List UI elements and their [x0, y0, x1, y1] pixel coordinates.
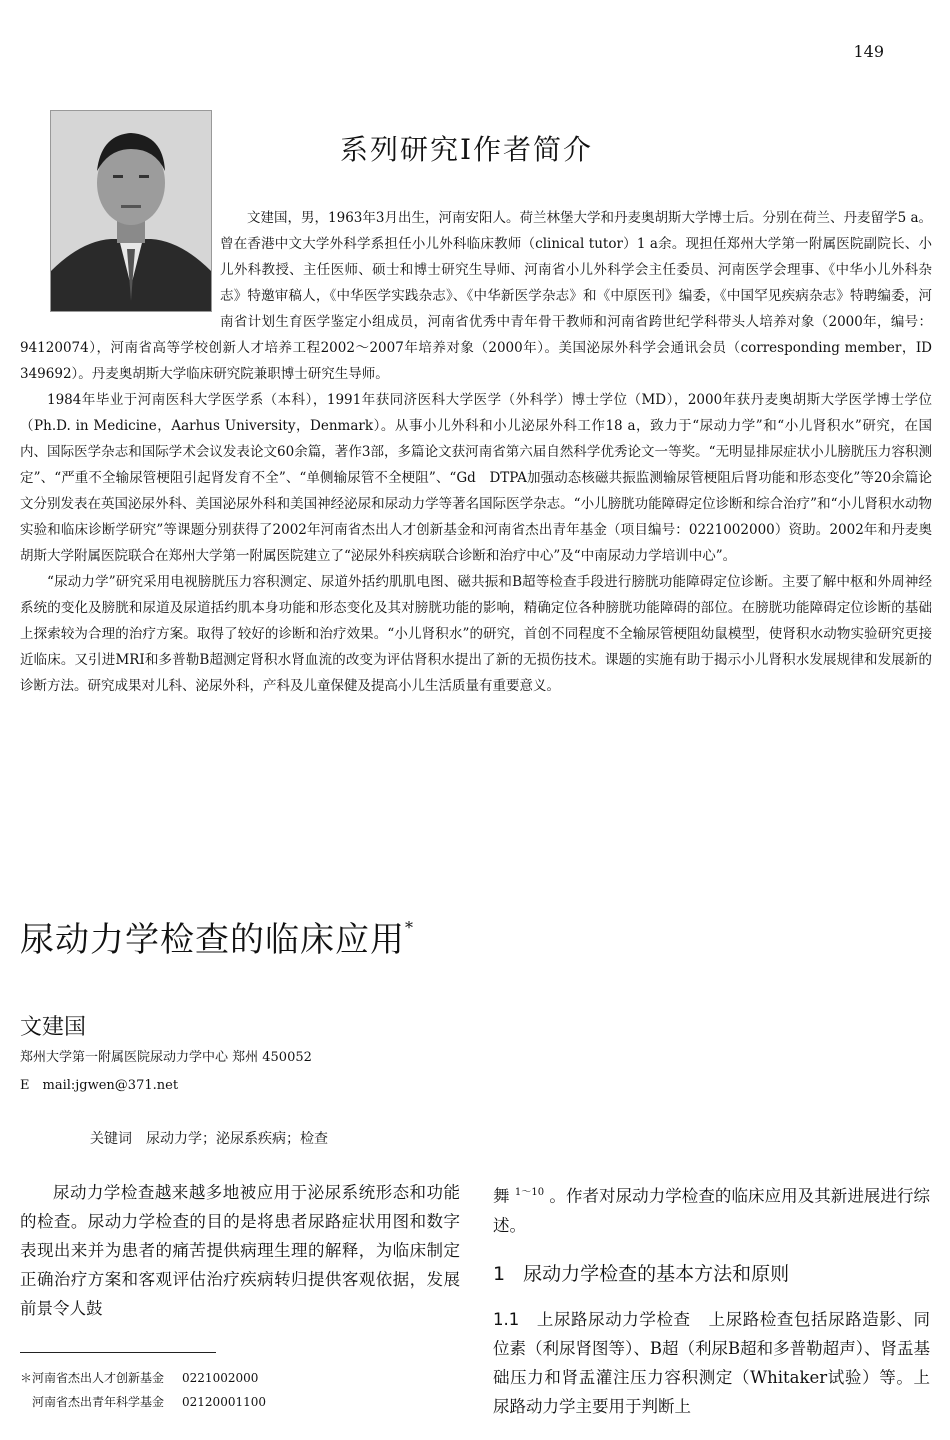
reference-citation: 1～10 — [514, 1187, 545, 1198]
footnote-row — [20, 1390, 266, 1414]
footnote-mark: ＊ — [20, 1371, 33, 1385]
bio-paragraph: “尿动力学”研究采用电视膀胱压力容积测定、尿道外括约肌肌电图、磁共振和B超等检查手段进行膀胱功能障碍定位诊断。主要了解中枢和外周神经系统的变化及膀胱和尿道及尿道括约肌本身功能和形态变化及其对膀胱功能的影响，精确定位各种膀胱功能障碍的部位。在膀胱功能障碍定位诊断的基础上探索较为合理的治疗方案。取得了较好的诊断和治疗效果。“小儿肾积水”的研究，首创不同程度不全输尿管梗阻幼鼠模型，使肾积水动物实验研究更接近临床。又引进MRI和多普勒B超测定肾积水肾血流的改变为评估肾积水提出了新的无损伤技术。课题的实施有助于揭示小儿肾积水发展规律和发展新的诊断方法。研究成果对儿科、泌尿外科，产科及儿童保健及提高小儿生活质量有重要意义。 — [20, 574, 932, 694]
author-name: 文建国 — [20, 1015, 87, 1040]
article-title — [20, 912, 414, 961]
article-title-text: 尿动力学检查的临床应用 — [20, 920, 405, 960]
footnote-code: 02120001100 — [182, 1395, 266, 1409]
footnote-code: 0221002000 — [182, 1371, 259, 1385]
footnote-row — [20, 1366, 266, 1390]
author-affiliation: 郑州大学第一附属医院尿动力学中心 郑州 450052 — [20, 1050, 312, 1065]
section-heading — [493, 1260, 930, 1289]
title-footnote-mark: * — [405, 918, 414, 937]
keywords-list: 尿动力学；泌尿系疾病；检查 — [146, 1131, 328, 1147]
keywords-label: 关键词 — [90, 1131, 132, 1147]
footnote-label: 河南省杰出青年科学基金 — [32, 1395, 165, 1409]
intro-paragraph: 尿动力学检查越来越多地被应用于泌尿系统形态和功能的检查。尿动力学检查的目的是将患者尿路症状用图和数字表现出来并为患者的痛苦提供病理生理的解释，为临床制定正确治疗方案和客观评估治疗疾病转归提供客观依据，发展前景令人鼓 — [20, 1183, 460, 1318]
page-number: 149 — [853, 42, 884, 61]
footnote-label: 河南省杰出人才创新基金 — [32, 1371, 165, 1385]
subsection-heading — [493, 1310, 691, 1329]
footnotes — [20, 1366, 266, 1414]
bio-paragraph: 1984年毕业于河南医科大学医学系（本科），1991年获同济医科大学医学（外科学）博士学位（MD），2000年获丹麦奥胡斯大学医学博士学位（Ph.D. in Medicine，Aarhus University，Denmark）。从事小儿外科和小儿泌尿外科工作18 a，致力于“尿动力学”和“小儿肾积水”研究，在国内、国际医学杂志和国际学术会议发表论文60余篇，著作3部，多篇论文获河南省第六届自然科学优秀论文一等奖。“无明显排尿症状小儿膀胱压力容积测定”、“严重不全输尿管梗阻引起肾发育不全”、“单侧输尿管不全梗阻”、“Gd DTPA加强动态核磁共振监测输尿管梗阻后肾功能和形态变化”等20余篇论文分别发表在英国泌尿外科、美国泌尿外科和美国神经泌尿和尿动力学等著名国际医学杂志。“小儿膀胱功能障碍定位诊断和综合治疗”和“小儿肾积水动物实验和临床诊断学研究”等课题分别获得了2002年河南省杰出人才创新基金和河南省杰出青年基金（项目编号：0221002000）资助。2002年和丹麦奥胡斯大学附属医院联合在郑州大学第一附属医院建立了“泌尿外科疾病联合诊断和治疗中心”及“中南尿动力学培训中心”。 — [20, 392, 932, 564]
bio-paragraph: 文建国，男，1963年3月出生，河南安阳人。荷兰林堡大学和丹麦奥胡斯大学博士后。分别在荷兰、丹麦留学5 a。曾在香港中文大学外科学系担任小儿外科临床教师（clinical tutor）1 a余。现担任郑州大学第一附属医院副院长、小儿外科教授、主任医师、硕士和博士研究生导师、河南省小儿外科学会主任委员、河南医学会理事、《中华小儿外科杂志》特邀审稿人，《中华医学实践杂志》、《中华新医学杂志》和《中原医刊》编委，《中国罕见疾病杂志》特聘编委，河南省计划生育医学鉴定小组成员，河南省优秀中青年骨干教师和河南省跨世纪学科带头人培养对象（2000年，编号：94120074），河南省高等学校创新人才培养工程2002～2007年培养对象（2000年）。美国泌尿外科学会通讯会员（corresponding member，ID 349692）。丹麦奥胡斯大学临床研究院兼职博士研究生导师。 — [20, 210, 932, 382]
bio-title: 系列研究Ⅰ作者简介 — [340, 133, 594, 166]
subsection-paragraph — [493, 1305, 930, 1421]
left-column — [20, 1178, 460, 1323]
author-email: E mail:jgwen@371.net — [20, 1078, 179, 1093]
intro-continuation — [493, 1178, 930, 1240]
section-number: 1 — [493, 1262, 506, 1285]
intro-continuation-start: 舞 — [493, 1186, 510, 1206]
section-title: 尿动力学检查的基本方法和原则 — [523, 1262, 790, 1285]
subsection-title: 上尿路尿动力学检查 — [536, 1309, 691, 1329]
subsection-number: 1.1 — [493, 1309, 520, 1329]
subsection-text: 上尿路检查包括尿路造影、同位素（利尿肾图等）、B超（利尿B超和多普勒超声）、肾盂基础压力和肾盂灌注压力容积测定（Whitaker试验）等。上尿路动力学主要用于判断上 — [493, 1309, 931, 1416]
keywords — [90, 1128, 328, 1148]
footnote-divider — [20, 1352, 216, 1353]
bio-body — [20, 205, 932, 699]
intro-continuation-end: 。作者对尿动力学检查的临床应用及其新进展进行综述。 — [493, 1186, 931, 1235]
right-column — [493, 1178, 930, 1421]
photo-wrap-spacer — [20, 205, 220, 335]
